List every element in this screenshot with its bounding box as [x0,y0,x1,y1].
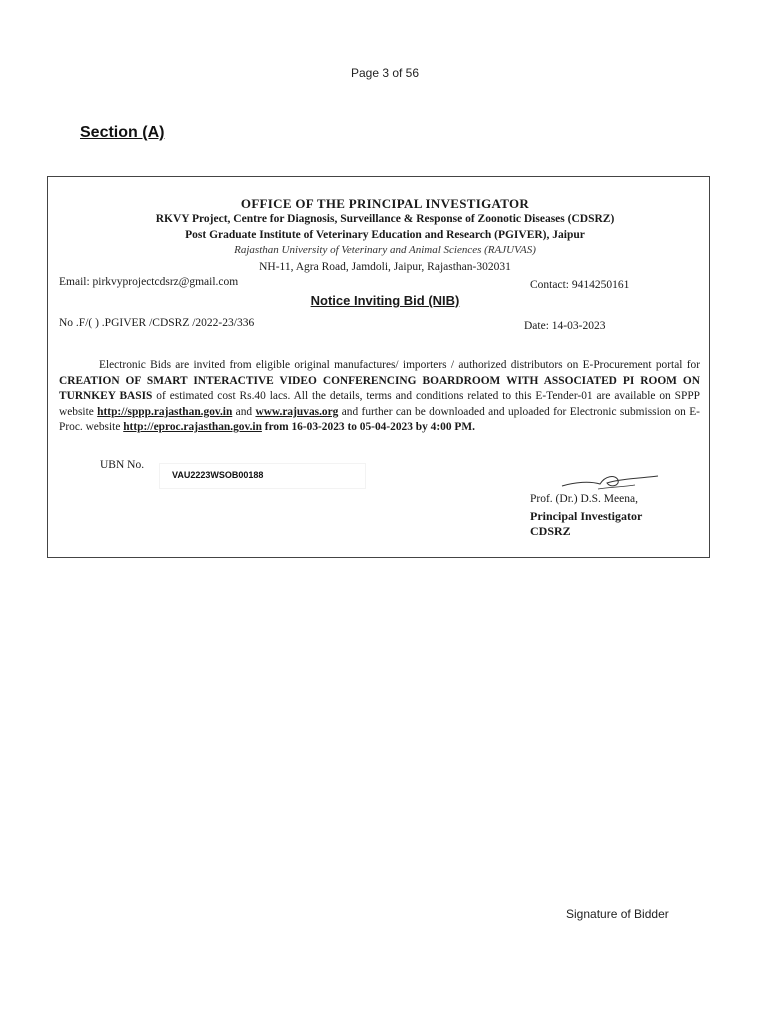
signature-mark [560,472,660,494]
address-line: NH-11, Agra Road, Jamdoli, Jaipur, Rajasthan-302031 [259,261,511,273]
bid-period: from 16-03-2023 to 05-04-2023 by 4:00 PM. [261,421,475,433]
sppp-link[interactable]: http://sppp.rajasthan.gov.in [97,405,233,418]
signatory-role: Principal Investigator [530,509,643,523]
bidder-signature-label: Signature of Bidder [566,907,669,921]
body-text-1: Electronic Bids are invited from eligible original manufactures/ importers / authorized distributors on E-Procurement portal for [99,359,700,371]
notice-body [59,358,700,436]
signatory-org: CDSRZ [530,524,571,538]
body-text-4: and further can be downloaded and uploaded for Electronic submission on E-Proc. website [59,405,700,433]
notice-date: Date: 14-03-2023 [524,320,606,332]
university-line: Rajasthan University of Veterinary and Animal Sciences (RAJUVAS) [234,244,536,256]
eproc-link[interactable]: http://eproc.rajasthan.gov.in [123,421,262,433]
institute-line: Post Graduate Institute of Veterinary Education and Research (PGIVER), Jaipur [185,229,585,241]
body-text-2: of estimated cost Rs.40 lacs. All the details, terms and conditions related to this E-Tender-01 are available on SPPP website [59,390,701,418]
tender-subject: CREATION OF SMART INTERACTIVE VIDEO CONFERENCING BOARDROOM WITH ASSOCIATED PI ROOM ON TURNKEY BASIS [59,374,700,402]
notice-title: Notice Inviting Bid (NIB) [310,293,460,308]
contact-line: Contact: 9414250161 [530,279,630,291]
section-title: Section (A) [80,124,165,141]
email-line: Email: pirkvyprojectcdsrz@gmail.com [59,276,239,288]
signatory-name: Prof. (Dr.) D.S. Meena, [530,493,638,505]
rajuvas-link[interactable]: www.rajuvas.org [255,405,339,418]
ubn-label: UBN No. [100,459,145,471]
ubn-value: VAU2223WSOB00188 [172,470,264,480]
body-text-3: and [232,405,256,418]
project-line: RKVY Project, Centre for Diagnosis, Surveillance & Response of Zoonotic Diseases (CDSRZ) [155,213,615,225]
reference-number: No .F/( ) .PGIVER /CDSRZ /2022-23/336 [59,317,255,329]
page-number: Page 3 of 56 [350,66,420,80]
office-title: OFFICE OF THE PRINCIPAL INVESTIGATOR [240,196,530,211]
